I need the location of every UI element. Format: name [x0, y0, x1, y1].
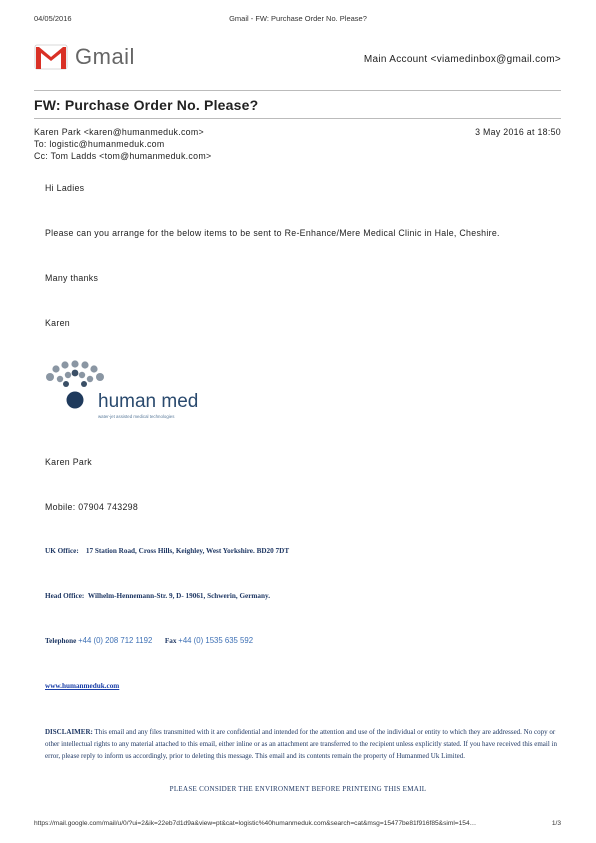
disclaimer — [45, 726, 560, 762]
gmail-logo — [34, 44, 135, 70]
email-from: Karen Park <karen@humanmeduk.com> — [34, 127, 204, 137]
telephone-label: Telephone — [45, 637, 77, 645]
signature-mobile: Mobile: 07904 743298 — [45, 502, 139, 512]
print-title: Gmail - FW: Purchase Order No. Please? — [229, 14, 367, 23]
disclaimer-text: This email and any files transmitted with it are confidential and intended for the attention and use of the individual or entity to which they are addressed. No copy or other intellectual rights to any material attached to this email, either inline or as an attachment are transferred to the recipient unless explicitly stated. If you have received this email in error, please reply to inform us accordingly, prior to deleting this message. This email and its contents remain the property of Humanmed Uk Limited. — [45, 728, 557, 760]
signature-name: Karen Park — [45, 457, 93, 467]
email-cc: Cc: Tom Ladds <tom@humanmeduk.com> — [34, 151, 212, 161]
uk-office-address: 17 Station Road, Cross Hills, Keighley, West Yorkshire. BD20 7DT — [85, 547, 290, 555]
account-label: Main Account <viamedinbox@gmail.com> — [363, 54, 561, 65]
fax-label: Fax — [164, 637, 177, 645]
uk-office-label: UK Office: — [45, 547, 79, 555]
contact-numbers — [45, 636, 253, 645]
print-date: 04/05/2016 — [34, 14, 72, 23]
divider — [34, 118, 561, 119]
gmail-wordmark: Gmail — [75, 44, 135, 69]
logo-tagline: water-jet assisted medical technologies — [98, 414, 175, 419]
print-url: https://mail.google.com/mail/u/0/?ui=2&ik=22eb7d1d9a&view=pt&cat=logistic%40humanmeduk.com&search=cat&msg=15477be81f916f85&siml=154… — [34, 820, 477, 827]
email-greeting: Hi Ladies — [45, 183, 85, 193]
email-thanks: Many thanks — [45, 273, 99, 283]
telephone-link[interactable]: +44 (0) 208 712 1192 — [78, 636, 153, 645]
uk-office — [45, 547, 289, 555]
email-date: 3 May 2016 at 18:50 — [475, 127, 561, 137]
head-office — [45, 592, 270, 600]
divider — [34, 90, 561, 91]
head-office-address: Wilhelm-Hennemann-Str. 9, D- 19061, Schwerin, Germany. — [87, 592, 271, 600]
website-link[interactable]: www.humanmeduk.com — [45, 682, 120, 690]
email-subject: FW: Purchase Order No. Please? — [34, 97, 259, 113]
disclaimer-label: DISCLAIMER: — [45, 728, 93, 736]
email-to: To: logistic@humanmeduk.com — [34, 139, 165, 149]
email-message: Please can you arrange for the below items to be sent to Re-Enhance/Mere Medical Clinic in Hale, Cheshire. — [45, 228, 500, 238]
environment-notice: PLEASE CONSIDER THE ENVIRONMENT BEFORE PRINTEING THIS EMAIL — [169, 785, 427, 793]
email-signoff: Karen — [45, 318, 70, 328]
page-number: 1/3 — [551, 820, 561, 827]
logo-wordmark: human med — [98, 391, 199, 412]
humanmed-logo — [44, 360, 224, 422]
gmail-envelope-icon — [34, 44, 68, 70]
head-office-label: Head Office: — [45, 592, 85, 600]
fax-link[interactable]: +44 (0) 1535 635 592 — [178, 636, 254, 645]
